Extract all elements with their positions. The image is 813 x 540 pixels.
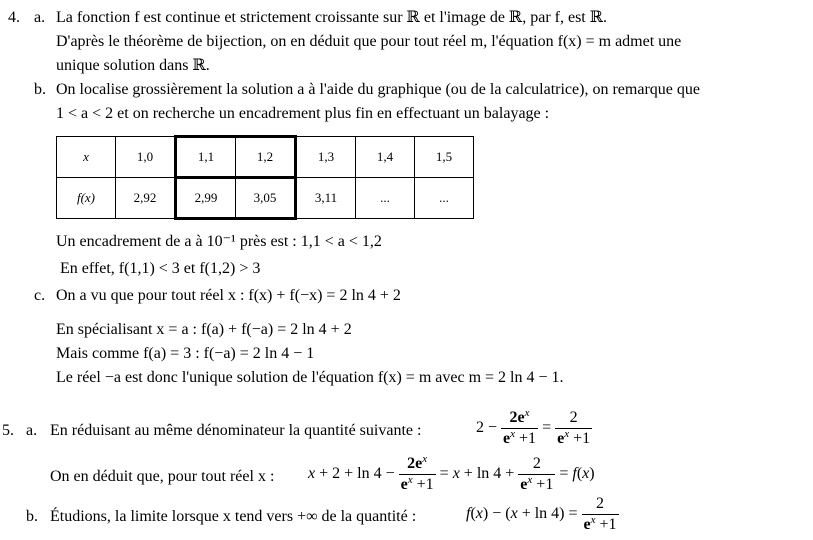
en-effet-line: En effet, f(1,1) < 3 et f(1,2) > 3 <box>60 260 261 277</box>
table-cell: 1,0 <box>116 137 176 178</box>
table-cell: 1,5 <box>415 137 474 178</box>
table-row-fx <box>57 178 474 219</box>
q4b-line-1: On localise grossièrement la solution a à l'aide du graphique (ou de la calculatrice), on remarque que <box>56 81 700 98</box>
table-row-x <box>57 137 474 178</box>
question-5-number: 5. <box>2 422 14 439</box>
q4a-line-3: unique solution dans ℝ. <box>56 57 210 74</box>
q4a-label: a. <box>34 9 46 26</box>
encadrement-line: Un encadrement de a à 10⁻¹ près est : 1,1 < a < 1,2 <box>56 233 382 250</box>
q4b-label: b. <box>34 81 46 98</box>
table-cell: 1,1 <box>176 137 236 178</box>
table-cell: 3,11 <box>296 178 356 219</box>
q5a-formula: 2 − $\frac{2e^x}{e^x +1}$ = $\frac{2}{e^x +1}$ <box>476 407 591 447</box>
q4c-line-3: Mais comme f(a) = 3 : f(−a) = 2 ln 4 − 1 <box>56 345 315 362</box>
question-4-number: 4. <box>8 9 20 26</box>
table-cell: 1,2 <box>236 137 296 178</box>
q4c-line-1: On a vu que pour tout réel x : f(x) + f(−x) = 2 ln 4 + 2 <box>56 287 401 304</box>
q4c-line-4: Le réel −a est donc l'unique solution de l'équation f(x) = m avec m = 2 ln 4 − 1. <box>56 369 564 386</box>
q5b-label: b. <box>26 508 38 525</box>
q5a-deduit-text: On en déduit que, pour tout réel x : <box>50 468 275 485</box>
q5a-deduit-formula: x + 2 + ln 4 − $\frac{2e^x}{e^x +1}$ = x + ln 4 + $\frac{2}{e^x +1}$ = f(x) <box>308 453 595 493</box>
q5a-label: a. <box>26 422 38 439</box>
q4a-line-1: La fonction f est continue et strictement croissante sur ℝ et l'image de ℝ, par f, est ℝ. <box>56 9 608 26</box>
q5b-formula: f(x) − (x + ln 4) = $\frac{2}{e^x +1}$ <box>466 495 617 533</box>
table-header-fx: f(x) <box>57 178 116 219</box>
table-cell: 2,99 <box>176 178 236 219</box>
q5b-text: Étudions, la limite lorsque x tend vers +∞ de la quantité : <box>50 508 417 525</box>
table-header-x: x <box>57 137 116 178</box>
q4c-line-2: En spécialisant x = a : f(a) + f(−a) = 2 ln 4 + 2 <box>56 321 352 338</box>
table-cell: 2,92 <box>116 178 176 219</box>
table-cell: ... <box>415 178 474 219</box>
q5a-text: En réduisant au même dénominateur la quantité suivante : <box>50 422 422 439</box>
q4b-line-2: 1 < a < 2 et on recherche un encadrement plus fin en effectuant un balayage : <box>56 105 550 122</box>
table-cell: 1,4 <box>356 137 415 178</box>
q4c-label: c. <box>34 287 46 304</box>
table-cell: 1,3 <box>296 137 356 178</box>
table-cell: 3,05 <box>236 178 296 219</box>
q4a-line-2: D'après le théorème de bijection, on en déduit que pour tout réel m, l'équation f(x) = m admet une <box>56 33 682 50</box>
table-cell: ... <box>356 178 415 219</box>
sweep-table <box>56 135 474 220</box>
